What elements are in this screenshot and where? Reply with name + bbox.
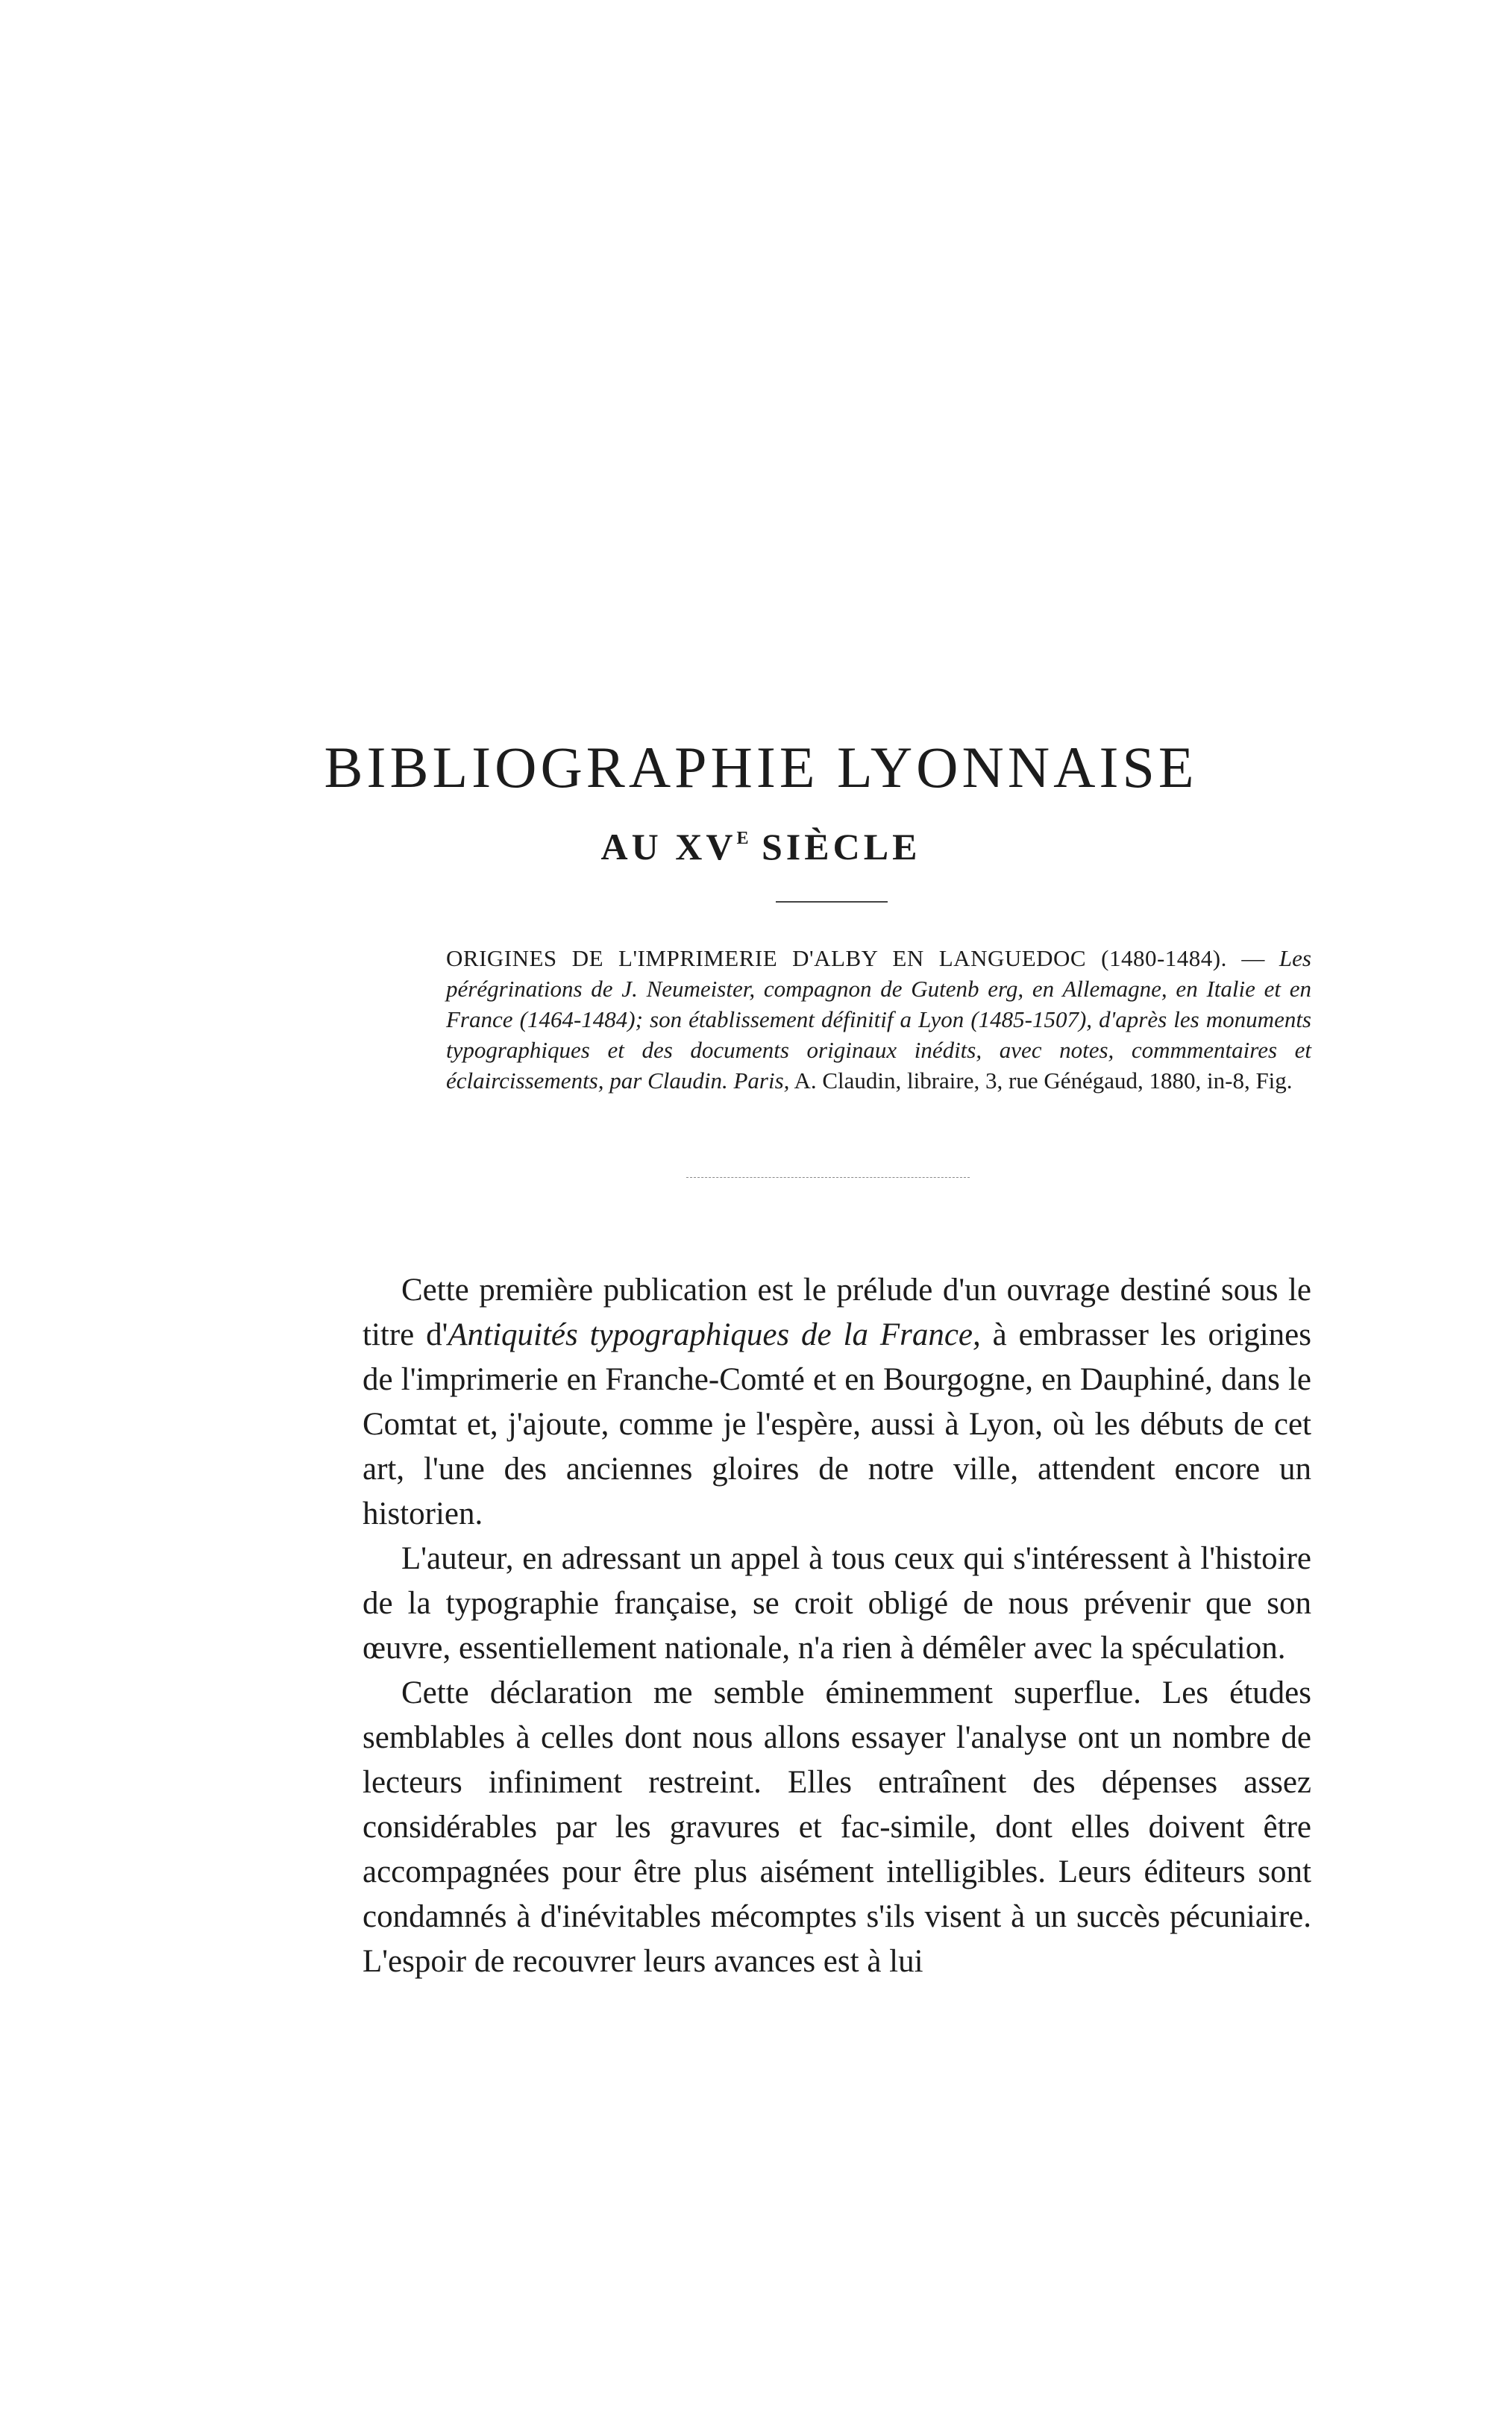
paragraph-1 <box>363 1268 1311 1537</box>
citation-publisher: A. Claudin, libraire, 3, rue Génégaud, 1880, in-8, Fig. <box>794 1067 1293 1094</box>
title-divider <box>776 901 888 903</box>
citation-italic: Les pérégrinations de J. Neumeister, compagnon de Gutenb erg, en Allemagne, en Italie et en France (1464-1484); son établissement définitif a Lyon (1485-1507), d'après les monuments typographiques et des documents originaux inédits, avec notes, commmentaires et éclaircissements, par Claudin. <box>446 945 1311 1094</box>
paragraph-3: Cette déclaration me semble éminemment superflue. Les études semblables à celles dont nous allons essayer l'analyse ont un nombre de lecteurs infiniment restreint. Elles entraînent des dépenses assez considérables par les gravures et fac-simile, dont elles doivent être accompagnées pour être plus aisément intelligibles. Leurs éditeurs sont condamnés à d'inévitables mécomptes s'ils visent à un succès pécuniaire. L'espoir de recouvrer leurs avances est à lui <box>363 1675 1311 1979</box>
citation-divider <box>686 1177 970 1178</box>
body-text <box>363 1268 1311 1984</box>
paragraph-1-start: Cette première publication est le prélude d'un ouvrage destiné sous le titre d' <box>363 1273 1311 1352</box>
subtitle-suffix: SIÈCLE <box>762 826 921 868</box>
paragraph-1-italic: Antiquités typographiques de la France, <box>448 1317 981 1352</box>
page-subtitle <box>462 826 1059 868</box>
paragraph-2: L'auteur, en adressant un appel à tous ceux qui s'intéressent à l'histoire de la typographie française, se croit obligé de nous prévenir que son œuvre, essentiellement nationale, n'a rien à démêler avec la spéculation. <box>363 1541 1311 1666</box>
citation-caps: ORIGINES DE L'IMPRIMERIE D'ALBY EN LANGUEDOC (1480-1484). <box>446 945 1227 971</box>
subtitle-prefix: AU XV <box>600 826 737 868</box>
citation-city: Paris, <box>733 1067 790 1094</box>
page-title: BIBLIOGRAPHIE LYONNAISE <box>324 735 1198 800</box>
citation-dash: — <box>1241 945 1265 971</box>
bibliographic-citation <box>446 943 1311 1096</box>
paragraph-1-end: à embrasser les origines de l'imprimerie en Franche-Comté et en Bourgogne, en Dauphiné, dans le Comtat et, j'ajoute, comme je l'espère, aussi à Lyon, où les débuts de cet art, l'une des anciennes gloires de notre ville, attendent encore un historien. <box>363 1317 1311 1531</box>
subtitle-superscript: E <box>736 829 749 848</box>
